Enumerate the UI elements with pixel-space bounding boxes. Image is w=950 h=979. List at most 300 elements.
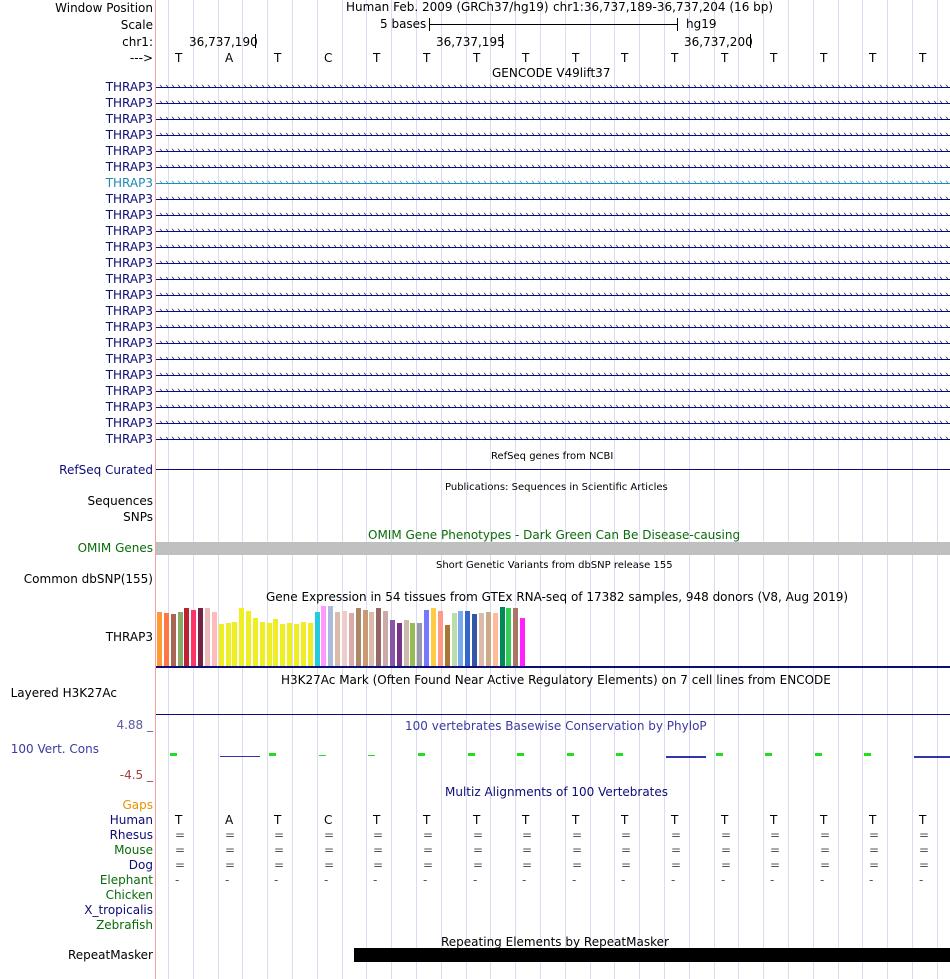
gtex-tissue-bar[interactable] [171, 614, 176, 666]
strand-arrow-icon: › [878, 403, 884, 412]
strand-arrow-icon: › [740, 419, 746, 428]
strand-arrow-icon: › [362, 227, 368, 236]
repeatmasker-element[interactable] [354, 948, 950, 962]
strand-arrow-icon: › [524, 371, 530, 380]
strand-arrow-icon: › [284, 99, 290, 108]
strand-arrow-icon: › [476, 83, 482, 92]
gtex-tissue-bar[interactable] [369, 612, 374, 666]
refseq-curated-label[interactable]: RefSeq Curated [59, 463, 153, 477]
strand-arrow-icon: › [782, 227, 788, 236]
gtex-tissue-bar[interactable] [184, 608, 189, 666]
strand-arrow-icon: › [458, 419, 464, 428]
strand-arrow-icon: › [434, 243, 440, 252]
gencode-transcript-label[interactable]: THRAP3 [105, 416, 153, 430]
strand-arrow-icon: › [230, 307, 236, 316]
strand-arrow-icon: › [806, 323, 812, 332]
gtex-tissue-bar[interactable] [458, 611, 463, 666]
gencode-transcript-label[interactable]: THRAP3 [105, 224, 153, 238]
strand-arrow-icon: › [626, 419, 632, 428]
strand-arrow-icon: › [212, 99, 218, 108]
gencode-transcript-line[interactable] [156, 211, 950, 220]
gencode-transcript-line[interactable] [156, 83, 950, 92]
species-label[interactable]: Elephant [99, 873, 153, 887]
strand-arrow-icon: › [326, 227, 332, 236]
gencode-transcript-line[interactable] [156, 99, 950, 108]
gtex-tissue-bar[interactable] [438, 611, 443, 666]
strand-arrow-icon: › [608, 99, 614, 108]
gencode-transcript-line[interactable] [156, 163, 950, 172]
gtex-tissue-bar[interactable] [287, 623, 292, 666]
strand-arrow-icon: › [356, 99, 362, 108]
strand-arrow-icon: › [236, 275, 242, 284]
gtex-tissue-bar[interactable] [260, 622, 265, 666]
strand-arrow-icon: › [596, 387, 602, 396]
gencode-transcript-line[interactable] [156, 435, 950, 444]
strand-arrow-icon: › [338, 99, 344, 108]
strand-arrow-icon: › [506, 115, 512, 124]
gencode-transcript-line[interactable] [156, 371, 950, 380]
gencode-transcript-line[interactable] [156, 259, 950, 268]
layered-h3k27ac-label[interactable]: Layered H3K27Ac [10, 686, 117, 700]
gtex-tissue-bar[interactable] [198, 608, 203, 666]
strand-arrow-icon: › [836, 339, 842, 348]
gtex-tissue-bar[interactable] [417, 623, 422, 666]
strand-arrow-icon: › [572, 387, 578, 396]
strand-arrow-icon: › [176, 243, 182, 252]
strand-arrow-icon: › [644, 387, 650, 396]
strand-arrow-icon: › [722, 243, 728, 252]
species-label[interactable]: Chicken [105, 888, 153, 902]
alignment-base: = [324, 858, 335, 872]
strand-arrow-icon: › [866, 195, 872, 204]
strand-arrow-icon: › [722, 355, 728, 364]
strand-arrow-icon: › [608, 291, 614, 300]
gtex-tissue-bar[interactable] [219, 624, 224, 666]
strand-arrow-icon: › [704, 259, 710, 268]
strand-arrow-icon: › [842, 419, 848, 428]
strand-arrow-icon: › [194, 387, 200, 396]
strand-arrow-icon: › [248, 419, 254, 428]
strand-arrow-icon: › [884, 115, 890, 124]
strand-arrow-icon: › [458, 179, 464, 188]
track-data-area[interactable] [156, 0, 950, 979]
gencode-transcript-line[interactable] [156, 339, 950, 348]
strand-arrow-icon: › [212, 387, 218, 396]
gencode-transcript-line[interactable] [156, 403, 950, 412]
strand-arrow-icon: › [674, 371, 680, 380]
gencode-transcript-label[interactable]: THRAP3 [105, 96, 153, 110]
strand-arrow-icon: › [932, 403, 938, 412]
strand-arrow-icon: › [554, 147, 560, 156]
gencode-transcript-label[interactable]: THRAP3 [105, 128, 153, 142]
strand-arrow-icon: › [230, 323, 236, 332]
phylop-bar [269, 753, 276, 756]
strand-arrow-icon: › [632, 339, 638, 348]
strand-arrow-icon: › [602, 419, 608, 428]
species-label[interactable]: Rhesus [109, 828, 153, 842]
strand-arrow-icon: › [266, 371, 272, 380]
strand-arrow-icon: › [632, 307, 638, 316]
gtex-tissue-bar[interactable] [397, 623, 402, 666]
gtex-tissue-bar[interactable] [390, 620, 395, 666]
gencode-transcript-label[interactable]: THRAP3 [105, 384, 153, 398]
strand-arrow-icon: › [704, 243, 710, 252]
strand-arrow-icon: › [668, 227, 674, 236]
alignment-base: - [522, 873, 527, 887]
gtex-tissue-bar[interactable] [376, 608, 381, 666]
strand-arrow-icon: › [356, 227, 362, 236]
strand-arrow-icon: › [296, 131, 302, 140]
strand-arrow-icon: › [158, 435, 164, 444]
gencode-transcript-label[interactable]: THRAP3 [105, 144, 153, 158]
strand-arrow-icon: › [536, 291, 542, 300]
gtex-tissue-bar[interactable] [328, 606, 333, 666]
species-label[interactable]: Dog [128, 858, 153, 872]
gencode-transcript-label[interactable]: THRAP3 [105, 288, 153, 302]
strand-arrow-icon: › [458, 83, 464, 92]
strand-arrow-icon: › [728, 227, 734, 236]
strand-arrow-icon: › [746, 115, 752, 124]
species-label[interactable]: X_tropicalis [84, 903, 153, 917]
strand-arrow-icon: › [482, 307, 488, 316]
phylop-chart[interactable] [156, 730, 950, 776]
strand-arrow-icon: › [944, 291, 950, 300]
gtex-tissue-bar[interactable] [335, 612, 340, 666]
strand-arrow-icon: › [254, 435, 260, 444]
strand-arrow-icon: › [722, 83, 728, 92]
strand-arrow-icon: › [278, 83, 284, 92]
gtex-tissue-bar[interactable] [280, 624, 285, 666]
snps-label[interactable]: SNPs [123, 510, 153, 524]
repeatmasker-label[interactable]: RepeatMasker [67, 948, 153, 962]
h3k27ac-baseline[interactable] [156, 714, 950, 715]
strand-arrow-icon: › [590, 387, 596, 396]
strand-arrow-icon: › [458, 275, 464, 284]
gencode-transcript-label[interactable]: THRAP3 [105, 352, 153, 366]
strand-arrow-icon: › [254, 307, 260, 316]
strand-arrow-icon: › [902, 227, 908, 236]
gencode-transcript-label[interactable]: THRAP3 [105, 160, 153, 174]
strand-arrow-icon: › [842, 243, 848, 252]
strand-arrow-icon: › [158, 355, 164, 364]
gencode-transcript-line[interactable] [156, 419, 950, 428]
strand-arrow-icon: › [476, 99, 482, 108]
strand-arrow-icon: › [344, 99, 350, 108]
strand-arrow-icon: › [650, 387, 656, 396]
strand-arrow-icon: › [614, 115, 620, 124]
strand-arrow-icon: › [704, 291, 710, 300]
strand-arrow-icon: › [200, 291, 206, 300]
strand-arrow-icon: › [686, 355, 692, 364]
strand-arrow-icon: › [626, 339, 632, 348]
strand-arrow-icon: › [278, 275, 284, 284]
strand-arrow-icon: › [776, 227, 782, 236]
strand-arrow-icon: › [200, 195, 206, 204]
strand-arrow-icon: › [320, 163, 326, 172]
gencode-transcript-line[interactable] [156, 227, 950, 236]
gtex-tissue-bar[interactable] [273, 619, 278, 666]
strand-arrow-icon: › [392, 147, 398, 156]
strand-arrow-icon: › [434, 323, 440, 332]
gencode-transcript-line[interactable] [156, 323, 950, 332]
strand-arrow-icon: › [668, 275, 674, 284]
strand-arrow-icon: › [368, 291, 374, 300]
strand-arrow-icon: › [194, 339, 200, 348]
strand-arrow-icon: › [914, 211, 920, 220]
strand-arrow-icon: › [518, 259, 524, 268]
gtex-tissue-bar[interactable] [513, 608, 518, 666]
gencode-transcript-label[interactable]: THRAP3 [105, 192, 153, 206]
strand-arrow-icon: › [416, 387, 422, 396]
strand-arrow-icon: › [602, 99, 608, 108]
strand-arrow-icon: › [908, 83, 914, 92]
gtex-tissue-bar[interactable] [315, 612, 320, 666]
strand-arrow-icon: › [560, 211, 566, 220]
strand-arrow-icon: › [932, 419, 938, 428]
strand-arrow-icon: › [326, 83, 332, 92]
gencode-transcript-label[interactable]: THRAP3 [105, 176, 153, 190]
strand-arrow-icon: › [788, 211, 794, 220]
strand-arrow-icon: › [878, 163, 884, 172]
gtex-tissue-bar[interactable] [253, 618, 258, 666]
strand-arrow-icon: › [476, 227, 482, 236]
strand-arrow-icon: › [620, 275, 626, 284]
strand-arrow-icon: › [206, 99, 212, 108]
strand-arrow-icon: › [890, 355, 896, 364]
strand-arrow-icon: › [350, 259, 356, 268]
strand-arrow-icon: › [788, 387, 794, 396]
gencode-transcript-line[interactable] [156, 195, 950, 204]
strand-arrow-icon: › [800, 323, 806, 332]
gencode-transcript-line[interactable] [156, 243, 950, 252]
gencode-transcript-label[interactable]: THRAP3 [105, 400, 153, 414]
strand-arrow-icon: › [746, 99, 752, 108]
strand-arrow-icon: › [896, 355, 902, 364]
gtex-tissue-bar[interactable] [157, 612, 162, 666]
gencode-transcript-line[interactable] [156, 355, 950, 364]
gencode-transcript-label[interactable]: THRAP3 [105, 112, 153, 126]
gtex-tissue-bar[interactable] [410, 623, 415, 666]
gtex-tissue-bar[interactable] [356, 608, 361, 666]
strand-arrow-icon: › [806, 291, 812, 300]
refseq-track-title: RefSeq genes from NCBI [491, 451, 614, 462]
strand-arrow-icon: › [596, 147, 602, 156]
strand-arrow-icon: › [194, 291, 200, 300]
gtex-tissue-bar[interactable] [267, 623, 272, 666]
strand-arrow-icon: › [392, 291, 398, 300]
strand-arrow-icon: › [272, 131, 278, 140]
gencode-transcript-label[interactable]: THRAP3 [105, 336, 153, 350]
strand-arrow-icon: › [536, 131, 542, 140]
gencode-transcript-line[interactable] [156, 115, 950, 124]
species-label[interactable]: Zebrafish [96, 918, 153, 932]
ruler-tick-2 [502, 34, 503, 48]
gencode-transcript-line[interactable] [156, 307, 950, 316]
strand-arrow-icon: › [290, 371, 296, 380]
gtex-tissue-bar[interactable] [479, 613, 484, 666]
gencode-transcript-label[interactable]: THRAP3 [105, 240, 153, 254]
species-label[interactable]: Mouse [114, 843, 153, 857]
strand-arrow-icon: › [158, 291, 164, 300]
strand-arrow-icon: › [572, 403, 578, 412]
gtex-tissue-bar[interactable] [246, 611, 251, 666]
strand-arrow-icon: › [200, 275, 206, 284]
common-dbsnp-label[interactable]: Common dbSNP(155) [23, 572, 153, 586]
gencode-transcript-label[interactable]: THRAP3 [105, 80, 153, 94]
gtex-bar-chart[interactable] [156, 604, 950, 666]
gtex-tissue-bar[interactable] [424, 610, 429, 666]
gtex-tissue-bar[interactable] [239, 608, 244, 666]
strand-arrow-icon: › [782, 307, 788, 316]
phylop-bar [220, 756, 260, 757]
strand-arrow-icon: › [578, 99, 584, 108]
strand-arrow-icon: › [782, 323, 788, 332]
refseq-gene-line[interactable] [156, 469, 950, 470]
strand-arrow-icon: › [272, 179, 278, 188]
strand-arrow-icon: › [866, 339, 872, 348]
strand-arrow-icon: › [500, 355, 506, 364]
gencode-transcript-label[interactable]: THRAP3 [105, 256, 153, 270]
strand-arrow-icon: › [830, 147, 836, 156]
strand-arrow-icon: › [446, 307, 452, 316]
strand-arrow-icon: › [854, 323, 860, 332]
strand-arrow-icon: › [554, 243, 560, 252]
strand-arrow-icon: › [902, 339, 908, 348]
gtex-tissue-bar[interactable] [520, 618, 525, 666]
gtex-tissue-bar[interactable] [486, 612, 491, 666]
gtex-tissue-bar[interactable] [212, 612, 217, 666]
vert-cons-label[interactable]: 100 Vert. Cons [10, 742, 99, 756]
strand-arrow-icon: › [584, 291, 590, 300]
strand-arrow-icon: › [668, 403, 674, 412]
gencode-transcript-line[interactable] [156, 179, 950, 188]
gtex-tissue-bar[interactable] [404, 620, 409, 666]
gtex-tissue-bar[interactable] [232, 622, 237, 666]
strand-arrow-icon: › [386, 291, 392, 300]
strand-arrow-icon: › [818, 323, 824, 332]
species-label[interactable]: Human [109, 813, 153, 827]
gencode-transcript-label[interactable]: THRAP3 [105, 272, 153, 286]
strand-arrow-icon: › [308, 211, 314, 220]
strand-arrow-icon: › [746, 243, 752, 252]
strand-arrow-icon: › [398, 243, 404, 252]
gtex-tissue-bar[interactable] [493, 613, 498, 666]
gtex-tissue-bar[interactable] [226, 623, 231, 666]
strand-arrow-icon: › [506, 323, 512, 332]
gtex-tissue-bar[interactable] [363, 610, 368, 666]
strand-arrow-icon: › [854, 131, 860, 140]
alignment-base: = [373, 858, 384, 872]
strand-arrow-icon: › [866, 275, 872, 284]
strand-arrow-icon: › [716, 195, 722, 204]
gtex-tissue-bar[interactable] [452, 613, 457, 666]
strand-arrow-icon: › [428, 403, 434, 412]
strand-arrow-icon: › [290, 275, 296, 284]
strand-arrow-icon: › [374, 195, 380, 204]
strand-arrow-icon: › [812, 163, 818, 172]
gtex-tissue-bar[interactable] [431, 608, 436, 666]
strand-arrow-icon: › [374, 179, 380, 188]
strand-arrow-icon: › [848, 163, 854, 172]
gtex-tissue-bar[interactable] [506, 608, 511, 666]
gtex-tissue-bar[interactable] [342, 611, 347, 666]
strand-arrow-icon: › [842, 179, 848, 188]
strand-arrow-icon: › [656, 115, 662, 124]
strand-arrow-icon: › [566, 147, 572, 156]
strand-arrow-icon: › [212, 275, 218, 284]
gtex-tissue-bar[interactable] [178, 612, 183, 666]
strand-arrow-icon: › [758, 419, 764, 428]
gencode-transcript-label[interactable]: THRAP3 [105, 304, 153, 318]
strand-arrow-icon: › [362, 163, 368, 172]
strand-arrow-icon: › [560, 227, 566, 236]
gtex-tissue-bar[interactable] [294, 624, 299, 666]
gencode-transcript-line[interactable] [156, 131, 950, 140]
alignment-base: C [324, 813, 333, 827]
strand-arrow-icon: › [902, 387, 908, 396]
strand-arrow-icon: › [212, 339, 218, 348]
strand-arrow-icon: › [164, 99, 170, 108]
strand-arrow-icon: › [626, 307, 632, 316]
strand-arrow-icon: › [218, 243, 224, 252]
omim-genes-label[interactable]: OMIM Genes [77, 541, 153, 555]
gencode-transcript-label[interactable]: THRAP3 [105, 320, 153, 334]
gtex-tissue-bar[interactable] [301, 622, 306, 666]
omim-feature-bar[interactable] [156, 542, 950, 555]
base-letter: T [869, 51, 877, 65]
phylop-bar [517, 753, 524, 756]
strand-arrow-icon: › [272, 403, 278, 412]
gtex-tissue-bar[interactable] [191, 610, 196, 666]
strand-arrow-icon: › [656, 419, 662, 428]
gtex-tissue-bar[interactable] [321, 606, 326, 666]
gencode-transcript-line[interactable] [156, 387, 950, 396]
gtex-tissue-bar[interactable] [445, 625, 450, 666]
strand-arrow-icon: › [338, 259, 344, 268]
gtex-tissue-bar[interactable] [164, 613, 169, 666]
strand-arrow-icon: › [362, 371, 368, 380]
gencode-transcript-line[interactable] [156, 291, 950, 300]
sequences-label[interactable]: Sequences [87, 494, 153, 508]
gencode-transcript-label[interactable]: THRAP3 [105, 432, 153, 446]
gencode-transcript-label[interactable]: THRAP3 [105, 208, 153, 222]
gtex-tissue-bar[interactable] [500, 607, 505, 666]
strand-arrow-icon: › [662, 243, 668, 252]
gtex-tissue-bar[interactable] [205, 608, 210, 666]
strand-arrow-icon: › [230, 355, 236, 364]
gtex-tissue-bar[interactable] [383, 611, 388, 666]
strand-arrow-icon: › [170, 323, 176, 332]
strand-arrow-icon: › [578, 371, 584, 380]
strand-arrow-icon: › [188, 115, 194, 124]
strand-arrow-icon: › [650, 115, 656, 124]
strand-arrow-icon: › [608, 131, 614, 140]
gtex-thrap3-label[interactable]: THRAP3 [105, 630, 153, 644]
gtex-tissue-bar[interactable] [472, 614, 477, 666]
gencode-transcript-label[interactable]: THRAP3 [105, 368, 153, 382]
gencode-transcript-line[interactable] [156, 147, 950, 156]
gtex-tissue-bar[interactable] [349, 613, 354, 666]
strand-arrow-icon: › [422, 355, 428, 364]
strand-arrow-icon: › [158, 211, 164, 220]
strand-arrow-icon: › [674, 275, 680, 284]
gtex-tissue-bar[interactable] [465, 611, 470, 666]
gtex-tissue-bar[interactable] [308, 623, 313, 666]
strand-arrow-icon: › [254, 211, 260, 220]
strand-arrow-icon: › [536, 419, 542, 428]
strand-arrow-icon: › [410, 259, 416, 268]
gencode-transcript-line[interactable] [156, 275, 950, 284]
